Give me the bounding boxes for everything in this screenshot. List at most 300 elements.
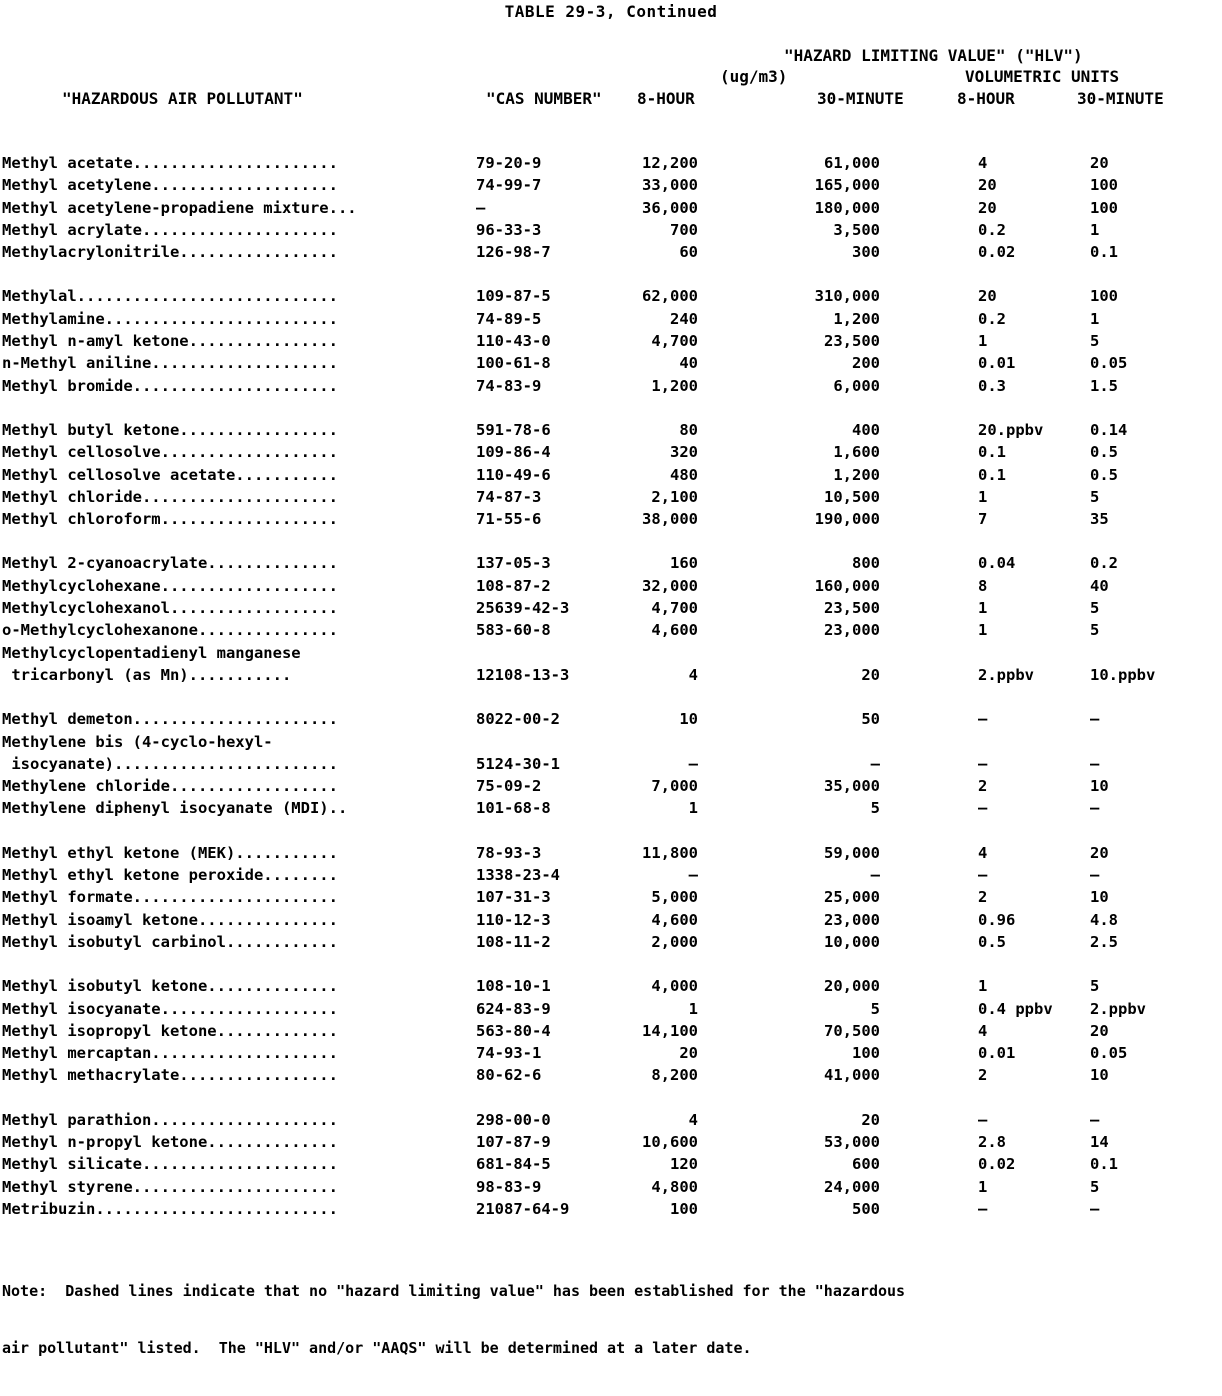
- table-row: [0, 308, 1222, 330]
- table-row: [0, 352, 1222, 374]
- value-30-minute: 23,500: [824, 332, 880, 351]
- table-row: [0, 797, 1222, 819]
- table-body: [0, 152, 1222, 1242]
- cas-number: 298-00-0: [476, 1110, 551, 1129]
- value-30-minute: 59,000: [824, 843, 880, 862]
- row-group: [0, 552, 1222, 686]
- pollutant-name: [2, 731, 472, 776]
- table-row: [0, 241, 1222, 263]
- vol-30-minute: 14: [1090, 1132, 1109, 1151]
- pollutant-name: [2, 197, 472, 219]
- cas-number: 78-93-3: [476, 843, 542, 862]
- vol-8-hour: 20: [978, 198, 997, 217]
- pollutant-name: [2, 931, 472, 953]
- value-8-hour: 100: [670, 1199, 698, 1218]
- table-row: [0, 1176, 1222, 1198]
- value-30-minute: 500: [852, 1199, 880, 1218]
- cas-number: 110-12-3: [476, 910, 551, 929]
- value-8-hour: 36,000: [642, 198, 698, 217]
- vol-8-hour: 7: [978, 510, 988, 529]
- pollutant-name: [2, 330, 472, 352]
- vol-8-hour: 0.1: [978, 465, 1006, 484]
- value-30-minute: 10,000: [824, 932, 880, 951]
- vol-30-minute: 5: [1090, 1177, 1100, 1196]
- value-30-minute: 24,000: [824, 1177, 880, 1196]
- value-8-hour: 4,600: [651, 621, 698, 640]
- vol-30-minute: 0.5: [1090, 443, 1118, 462]
- value-8-hour: 11,800: [642, 843, 698, 862]
- pollutant-name-line: Methyl silicate.....................: [2, 1155, 338, 1174]
- pollutant-name-line: Methyl isobutyl ketone..............: [2, 977, 338, 996]
- value-30-minute: 1,600: [833, 443, 880, 462]
- cas-number: 5124-30-1: [476, 754, 560, 773]
- vol-30-minute: 40: [1090, 576, 1109, 595]
- value-8-hour: 4,600: [651, 910, 698, 929]
- value-30-minute: 310,000: [814, 287, 880, 306]
- value-8-hour: 480: [670, 465, 698, 484]
- value-30-minute: 600: [852, 1155, 880, 1174]
- value-8-hour: 4,000: [651, 977, 698, 996]
- table-row: [0, 1064, 1222, 1086]
- pollutant-name: [2, 308, 472, 330]
- pollutant-name: [2, 1131, 472, 1153]
- pollutant-name-line: Methyl acrylate.....................: [2, 220, 338, 239]
- vol-8-hour: —: [978, 1110, 988, 1129]
- value-8-hour: 4: [688, 1110, 698, 1129]
- vol-8-hour: 0.2: [978, 309, 1006, 328]
- pollutant-name: [2, 998, 472, 1020]
- pollutant-name: [2, 441, 472, 463]
- value-30-minute: 20: [861, 1110, 880, 1129]
- value-8-hour: 1,200: [651, 376, 698, 395]
- table-row: [0, 931, 1222, 953]
- vol-30-minute: 0.14: [1090, 420, 1128, 439]
- value-8-hour: 4: [688, 665, 698, 684]
- vol-30-minute: 5: [1090, 332, 1100, 351]
- value-8-hour: 240: [670, 309, 698, 328]
- note-line: Note: Dashed lines indicate that no "hazard limiting value" has been established for the "hazardous: [2, 1282, 906, 1300]
- value-30-minute: 61,000: [824, 154, 880, 172]
- pollutant-name-line: Methyl acetate......................: [2, 154, 338, 172]
- cas-number: 100-61-8: [476, 354, 551, 373]
- vol-30-minute: 20: [1090, 843, 1109, 862]
- pollutant-name-line: Methyl formate......................: [2, 888, 338, 907]
- cas-number: 74-83-9: [476, 376, 542, 395]
- pollutant-name-line: Methylacrylonitrile.................: [2, 243, 338, 262]
- pollutant-name: [2, 619, 472, 641]
- pollutant-name: [2, 1109, 472, 1131]
- pollutant-name: [2, 508, 472, 530]
- pollutant-name: [2, 174, 472, 196]
- value-8-hour: 5,000: [651, 888, 698, 907]
- value-30-minute: 53,000: [824, 1132, 880, 1151]
- cas-number: 12108-13-3: [476, 665, 570, 684]
- vol-8-hour: 0.5: [978, 932, 1006, 951]
- table-row: [0, 197, 1222, 219]
- value-30-minute: 200: [852, 354, 880, 373]
- pollutant-name-line: Methylcyclopentadienyl manganese: [2, 643, 301, 662]
- table-row: [0, 486, 1222, 508]
- cas-number: 109-86-4: [476, 443, 551, 462]
- vol-30-minute: 1.5: [1090, 376, 1118, 395]
- pollutant-name: [2, 864, 472, 886]
- vol-30-minute: 5: [1090, 487, 1100, 506]
- vol-8-hour: 20.ppbv: [978, 420, 1044, 439]
- cas-number: 591-78-6: [476, 420, 551, 439]
- pollutant-name: [2, 352, 472, 374]
- value-30-minute: 165,000: [814, 176, 880, 195]
- pollutant-name: [2, 886, 472, 908]
- pollutant-name-line: Methyl isobutyl carbinol............: [2, 932, 338, 951]
- table-row: [0, 375, 1222, 397]
- vol-30-minute: 10: [1090, 888, 1109, 907]
- table-row: [0, 909, 1222, 931]
- table-row: [0, 597, 1222, 619]
- vol-30-minute: 0.2: [1090, 554, 1118, 573]
- value-8-hour: 32,000: [642, 576, 698, 595]
- header-hlv: "HAZARD LIMITING VALUE" ("HLV"): [784, 46, 1083, 65]
- vol-30-minute: 20: [1090, 154, 1109, 172]
- pollutant-name: [2, 597, 472, 619]
- table-row: [0, 1042, 1222, 1064]
- vol-8-hour: 4: [978, 843, 988, 862]
- cas-number: 8022-00-2: [476, 710, 560, 729]
- vol-8-hour: 2: [978, 777, 988, 796]
- table-row: [0, 708, 1222, 730]
- pollutant-name-line: Methyl isocyanate...................: [2, 999, 338, 1018]
- pollutant-name-line: Methyl chloride.....................: [2, 487, 338, 506]
- pollutant-name: [2, 1153, 472, 1175]
- vol-8-hour: 1: [978, 332, 988, 351]
- vol-8-hour: —: [978, 799, 988, 818]
- value-30-minute: 23,500: [824, 599, 880, 618]
- cas-number: 109-87-5: [476, 287, 551, 306]
- pollutant-name-line: Methyl n-propyl ketone..............: [2, 1132, 338, 1151]
- table-row: [0, 1131, 1222, 1153]
- vol-8-hour: 20: [978, 287, 997, 306]
- vol-8-hour: 0.2: [978, 220, 1006, 239]
- vol-8-hour: 0.96: [978, 910, 1016, 929]
- pollutant-name: [2, 486, 472, 508]
- value-8-hour: 2,000: [651, 932, 698, 951]
- vol-8-hour: 2: [978, 1066, 988, 1085]
- vol-8-hour: 0.04: [978, 554, 1016, 573]
- pollutant-name: [2, 419, 472, 441]
- cas-number: 110-49-6: [476, 465, 551, 484]
- value-30-minute: 25,000: [824, 888, 880, 907]
- cas-number: 74-89-5: [476, 309, 542, 328]
- value-8-hour: 60: [679, 243, 698, 262]
- vol-8-hour: 1: [978, 977, 988, 996]
- vol-30-minute: —: [1090, 799, 1100, 818]
- table-row: [0, 886, 1222, 908]
- pollutant-name: [2, 975, 472, 997]
- cas-number: 75-09-2: [476, 777, 542, 796]
- vol-8-hour: —: [978, 866, 988, 885]
- pollutant-name-line: Methyl acetylene-propadiene mixture...: [2, 198, 357, 217]
- pollutant-name: [2, 775, 472, 797]
- row-group: [0, 975, 1222, 1086]
- vol-8-hour: 1: [978, 487, 988, 506]
- value-8-hour: 20: [679, 1044, 698, 1063]
- vol-8-hour: 2.8: [978, 1132, 1006, 1151]
- table-row: [0, 731, 1222, 776]
- value-30-minute: 50: [861, 710, 880, 729]
- pollutant-name-line: Methyl ethyl ketone peroxide........: [2, 866, 338, 885]
- cas-number: 624-83-9: [476, 999, 551, 1018]
- header-30-minute: 30-MINUTE: [817, 89, 904, 108]
- vol-8-hour: 2: [978, 888, 988, 907]
- row-group: [0, 285, 1222, 396]
- table-row: [0, 285, 1222, 307]
- value-30-minute: 3,500: [833, 220, 880, 239]
- table-row: [0, 419, 1222, 441]
- value-30-minute: 20: [861, 665, 880, 684]
- table-note: [2, 1244, 1220, 1396]
- cas-number: 98-83-9: [476, 1177, 542, 1196]
- vol-30-minute: 2.ppbv: [1090, 999, 1146, 1018]
- vol-8-hour: 4: [978, 1021, 988, 1040]
- pollutant-name-line: Methylcyclohexane...................: [2, 576, 338, 595]
- value-8-hour: 120: [670, 1155, 698, 1174]
- vol-8-hour: 0.4 ppbv: [978, 999, 1053, 1018]
- cas-number: 681-84-5: [476, 1155, 551, 1174]
- vol-8-hour: 0.01: [978, 354, 1016, 373]
- cas-number: 1338-23-4: [476, 866, 560, 885]
- value-30-minute: 190,000: [814, 510, 880, 529]
- value-30-minute: 180,000: [814, 198, 880, 217]
- pollutant-name: [2, 642, 472, 687]
- vol-8-hour: 1: [978, 599, 988, 618]
- vol-8-hour: 0.01: [978, 1044, 1016, 1063]
- row-group: [0, 1109, 1222, 1220]
- pollutant-name: [2, 575, 472, 597]
- table-row: [0, 1153, 1222, 1175]
- value-30-minute: 6,000: [833, 376, 880, 395]
- value-8-hour: 10: [679, 710, 698, 729]
- vol-8-hour: —: [978, 1199, 988, 1218]
- cas-number: 74-93-1: [476, 1044, 542, 1063]
- table-row: [0, 508, 1222, 530]
- pollutant-name-line: Methyl chloroform...................: [2, 510, 338, 529]
- pollutant-name: [2, 797, 472, 819]
- vol-8-hour: 2.ppbv: [978, 665, 1034, 684]
- cas-number: 79-20-9: [476, 154, 542, 172]
- value-30-minute: 5: [870, 799, 880, 818]
- vol-30-minute: 0.1: [1090, 243, 1118, 262]
- value-8-hour: 1: [688, 799, 698, 818]
- cas-number: 108-10-1: [476, 977, 551, 996]
- vol-30-minute: 10: [1090, 777, 1109, 796]
- vol-30-minute: —: [1090, 866, 1100, 885]
- pollutant-name: [2, 285, 472, 307]
- vol-8-hour: 20: [978, 176, 997, 195]
- cas-number: 96-33-3: [476, 220, 542, 239]
- table-row: [0, 864, 1222, 886]
- vol-8-hour: —: [978, 754, 988, 773]
- vol-8-hour: 0.02: [978, 243, 1016, 262]
- vol-30-minute: 1: [1090, 220, 1100, 239]
- vol-30-minute: 5: [1090, 621, 1100, 640]
- cas-number: 107-87-9: [476, 1132, 551, 1151]
- vol-30-minute: 10.ppbv: [1090, 665, 1156, 684]
- pollutant-name-line: Methyl isoamyl ketone...............: [2, 910, 338, 929]
- header-cas-number: "CAS NUMBER": [486, 89, 602, 108]
- table-row: [0, 975, 1222, 997]
- vol-30-minute: 0.1: [1090, 1155, 1118, 1174]
- vol-8-hour: 0.1: [978, 443, 1006, 462]
- vol-8-hour: 1: [978, 1177, 988, 1196]
- value-30-minute: 41,000: [824, 1066, 880, 1085]
- table-row: [0, 1198, 1222, 1220]
- pollutant-name-line: Methyl isopropyl ketone.............: [2, 1021, 338, 1040]
- value-8-hour: 33,000: [642, 176, 698, 195]
- vol-8-hour: 0.3: [978, 376, 1006, 395]
- vol-30-minute: 0.05: [1090, 354, 1128, 373]
- pollutant-name: [2, 241, 472, 263]
- value-30-minute: 20,000: [824, 977, 880, 996]
- pollutant-name-line: Methyl butyl ketone.................: [2, 420, 338, 439]
- vol-8-hour: —: [978, 710, 988, 729]
- pollutant-name-line: Methyl 2-cyanoacrylate..............: [2, 554, 338, 573]
- vol-30-minute: —: [1090, 710, 1100, 729]
- value-8-hour: 4,700: [651, 332, 698, 351]
- pollutant-name-line: Methylamine.........................: [2, 309, 338, 328]
- row-group: [0, 419, 1222, 530]
- pollutant-name-line: Methyl methacrylate.................: [2, 1066, 338, 1085]
- cas-number: 101-68-8: [476, 799, 551, 818]
- pollutant-name-line: Methylcyclohexanol..................: [2, 599, 338, 618]
- value-30-minute: 10,500: [824, 487, 880, 506]
- vol-30-minute: —: [1090, 754, 1100, 773]
- vol-30-minute: —: [1090, 1110, 1100, 1129]
- vol-30-minute: 10: [1090, 1066, 1109, 1085]
- pollutant-name: [2, 219, 472, 241]
- table-row: [0, 619, 1222, 641]
- header-pollutant: "HAZARDOUS AIR POLLUTANT": [62, 89, 303, 108]
- value-30-minute: —: [870, 754, 880, 773]
- value-30-minute: 800: [852, 554, 880, 573]
- vol-8-hour: 4: [978, 154, 988, 172]
- cas-number: 25639-42-3: [476, 599, 570, 618]
- value-30-minute: 23,000: [824, 621, 880, 640]
- table-row: [0, 330, 1222, 352]
- vol-30-minute: 4.8: [1090, 910, 1118, 929]
- cas-number: 110-43-0: [476, 332, 551, 351]
- vol-30-minute: 5: [1090, 977, 1100, 996]
- cas-number: 126-98-7: [476, 243, 551, 262]
- pollutant-name-line: Methylene chloride..................: [2, 777, 338, 796]
- vol-30-minute: 1: [1090, 309, 1100, 328]
- row-group: [0, 708, 1222, 819]
- header-volumetric-units: VOLUMETRIC UNITS: [965, 67, 1120, 86]
- vol-8-hour: 0.02: [978, 1155, 1016, 1174]
- table-row: [0, 575, 1222, 597]
- value-8-hour: 4,800: [651, 1177, 698, 1196]
- vol-30-minute: —: [1090, 1199, 1100, 1218]
- value-8-hour: 8,200: [651, 1066, 698, 1085]
- cas-number: 74-87-3: [476, 487, 542, 506]
- cas-number: 583-60-8: [476, 621, 551, 640]
- header-ugm3: (ug/m3): [720, 67, 788, 86]
- value-8-hour: 4,700: [651, 599, 698, 618]
- value-30-minute: 23,000: [824, 910, 880, 929]
- pollutant-name-line: Methylene bis (4-cyclo-hexyl-: [2, 732, 273, 751]
- value-30-minute: 1,200: [833, 465, 880, 484]
- value-30-minute: 35,000: [824, 777, 880, 796]
- value-30-minute: 100: [852, 1044, 880, 1063]
- value-8-hour: 2,100: [651, 487, 698, 506]
- pollutant-name: [2, 1064, 472, 1086]
- vol-8-hour: 1: [978, 621, 988, 640]
- value-8-hour: —: [688, 754, 698, 773]
- pollutant-name: [2, 1020, 472, 1042]
- value-8-hour: 10,600: [642, 1132, 698, 1151]
- value-30-minute: —: [870, 866, 880, 885]
- vol-30-minute: 0.5: [1090, 465, 1118, 484]
- cas-number: 107-31-3: [476, 888, 551, 907]
- value-8-hour: 62,000: [642, 287, 698, 306]
- value-8-hour: 14,100: [642, 1021, 698, 1040]
- vol-30-minute: 100: [1090, 198, 1118, 217]
- value-30-minute: 400: [852, 420, 880, 439]
- table-title: TABLE 29-3, Continued: [504, 2, 718, 21]
- pollutant-name: [2, 842, 472, 864]
- pollutant-name-line: tricarbonyl (as Mn)...........: [2, 665, 292, 684]
- note-line: air pollutant" listed. The "HLV" and/or "AAQS" will be determined at a later date.: [2, 1339, 752, 1357]
- value-8-hour: 160: [670, 554, 698, 573]
- pollutant-name-line: Methyl n-amyl ketone................: [2, 332, 338, 351]
- pollutant-name-line: Methyl parathion....................: [2, 1110, 338, 1129]
- value-30-minute: 1,200: [833, 309, 880, 328]
- table-row: [0, 842, 1222, 864]
- pollutant-name: [2, 464, 472, 486]
- vol-30-minute: 2.5: [1090, 932, 1118, 951]
- pollutant-name-line: Methyl mercaptan....................: [2, 1044, 338, 1063]
- vol-30-minute: 5: [1090, 599, 1100, 618]
- row-group: [0, 842, 1222, 953]
- pollutant-name-line: isocyanate)........................: [2, 754, 338, 773]
- pollutant-name: [2, 708, 472, 730]
- cas-number: 71-55-6: [476, 510, 542, 529]
- value-30-minute: 70,500: [824, 1021, 880, 1040]
- value-30-minute: 300: [852, 243, 880, 262]
- pollutant-name-line: Metribuzin..........................: [2, 1199, 338, 1218]
- pollutant-name: [2, 1198, 472, 1220]
- table-row: [0, 642, 1222, 687]
- table-row: [0, 152, 1222, 174]
- cas-number: 108-11-2: [476, 932, 551, 951]
- vol-8-hour: 8: [978, 576, 988, 595]
- pollutant-name: [2, 552, 472, 574]
- cas-number: 563-80-4: [476, 1021, 551, 1040]
- table-row: [0, 219, 1222, 241]
- pollutant-name: [2, 1042, 472, 1064]
- cas-number: 108-87-2: [476, 576, 551, 595]
- pollutant-name: [2, 1176, 472, 1198]
- vol-30-minute: 20: [1090, 1021, 1109, 1040]
- value-30-minute: 160,000: [814, 576, 880, 595]
- cas-number: 80-62-6: [476, 1066, 542, 1085]
- pollutant-name: [2, 909, 472, 931]
- pollutant-name-line: o-Methylcyclohexanone...............: [2, 621, 338, 640]
- vol-30-minute: 35: [1090, 510, 1109, 529]
- pollutant-name-line: Methylene diphenyl isocyanate (MDI)..: [2, 799, 348, 818]
- row-group: [0, 152, 1222, 263]
- pollutant-name-line: Methyl bromide......................: [2, 376, 338, 395]
- table-row: [0, 174, 1222, 196]
- value-8-hour: 700: [670, 220, 698, 239]
